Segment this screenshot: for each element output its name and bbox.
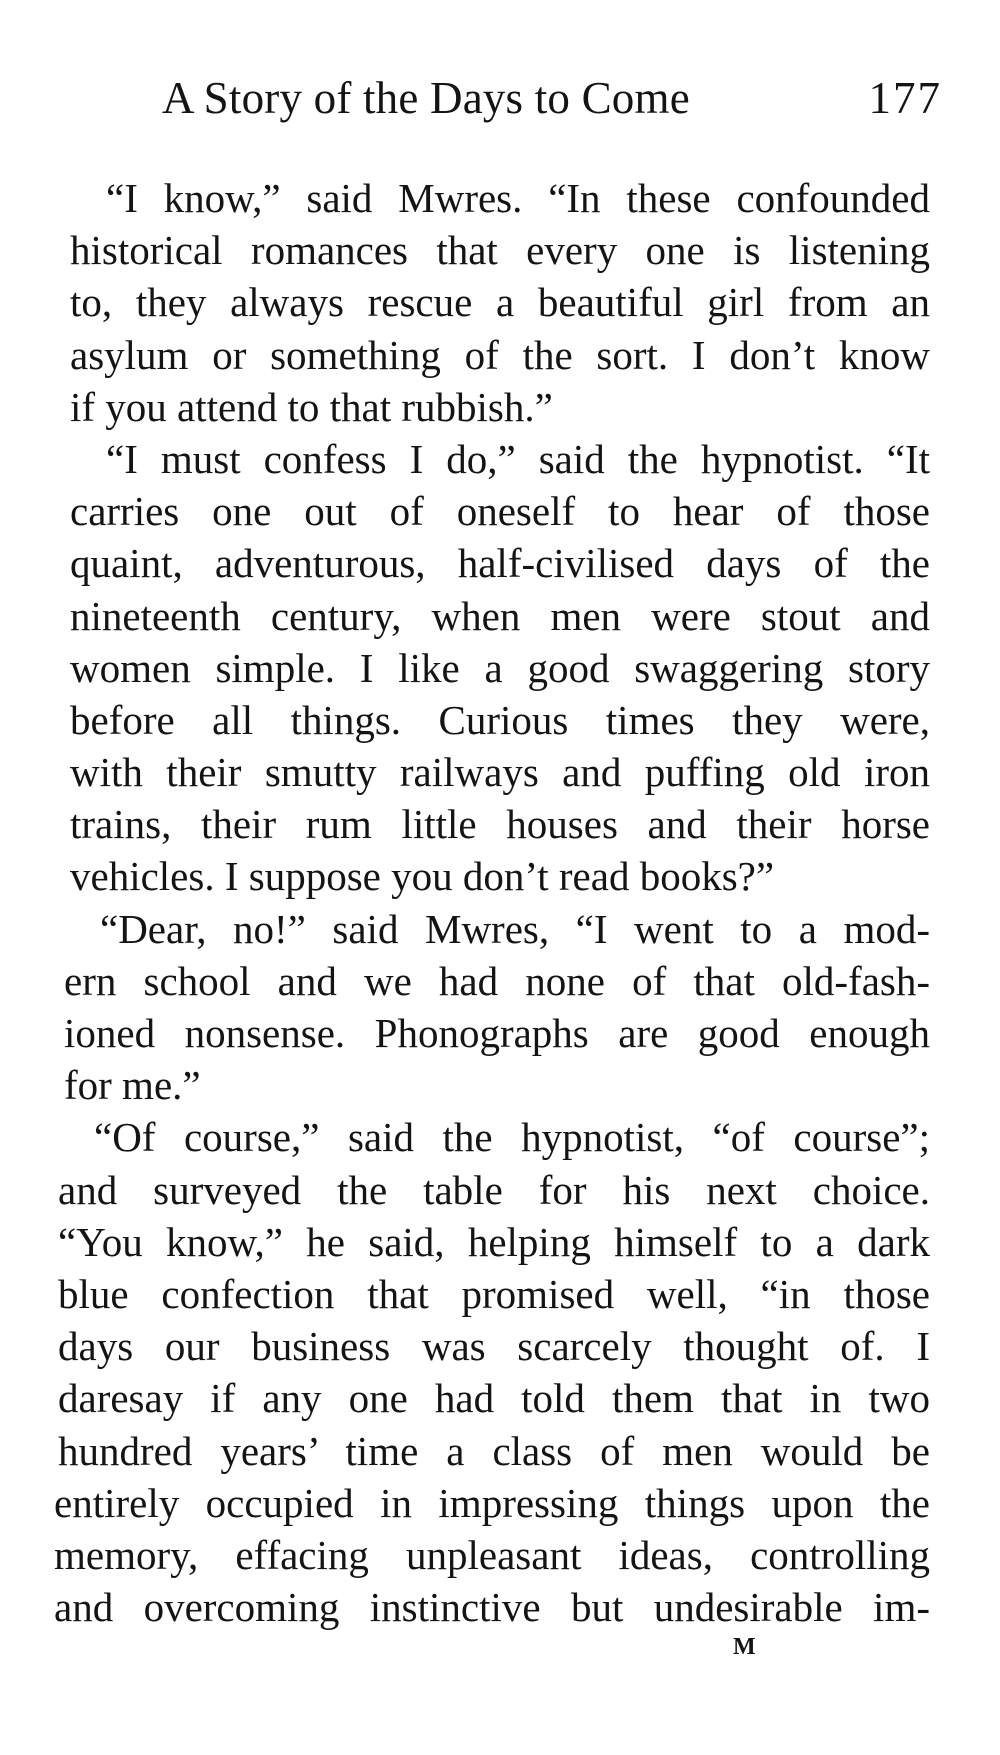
text-line: daresay if any one had told them that in two [58,1375,930,1422]
text-line: women simple. I like a good swaggering story [70,644,930,691]
text-line: “Of course,” said the hypnotist, “of course”; [94,1114,930,1161]
text-line: blue confection that promised well, “in those [58,1270,930,1317]
running-title: A Story of the Days to Come [162,73,690,123]
text-line: “Dear, no!” said Mwres, “I went to a mod- [100,905,930,952]
text-line: asylum or something of the sort. I don’t know [70,331,930,378]
text-line: and overcoming instinctive but undesirable im- [54,1584,930,1631]
text-line: for me.” [64,1062,201,1109]
page-number: 177 [868,73,942,123]
text-line: carries one out of oneself to hear of those [70,488,930,535]
signature-mark: M [733,1634,757,1660]
text-line: with their smutty railways and puffing old iron [70,749,930,796]
text-line: nineteenth century, when men were stout and [70,592,930,639]
text-line: quaint, adventurous, half-civilised days of the [70,540,930,587]
text-line: vehicles. I suppose you don’t read books?” [70,853,775,900]
text-line: to, they always rescue a beautiful girl from an [70,279,930,326]
text-line: if you attend to that rubbish.” [70,383,553,430]
text-line: trains, their rum little houses and their horse [70,801,930,848]
text-line: hundred years’ time a class of men would be [58,1427,930,1474]
text-line: “I know,” said Mwres. “In these confounded [106,175,930,221]
text-line: ern school and we had none of that old-fash- [64,957,930,1004]
text-line: “You know,” he said, helping himself to a dark [58,1218,930,1265]
body-text [54,172,930,1633]
text-line: ioned nonsense. Phonographs are good enough [64,1010,930,1056]
text-line: before all things. Curious times they were, [70,696,930,743]
text-line: “I must confess I do,” said the hypnotist. “It [106,435,930,482]
text-line: entirely occupied in impressing things upon the [54,1479,930,1526]
running-head [162,72,942,132]
text-line: days our business was scarcely thought of. I [58,1323,930,1370]
text-line: and surveyed the table for his next choice. [58,1166,930,1213]
text-line: historical romances that every one is listening [70,227,930,274]
text-line: memory, effacing unpleasant ideas, controlling [54,1531,930,1578]
